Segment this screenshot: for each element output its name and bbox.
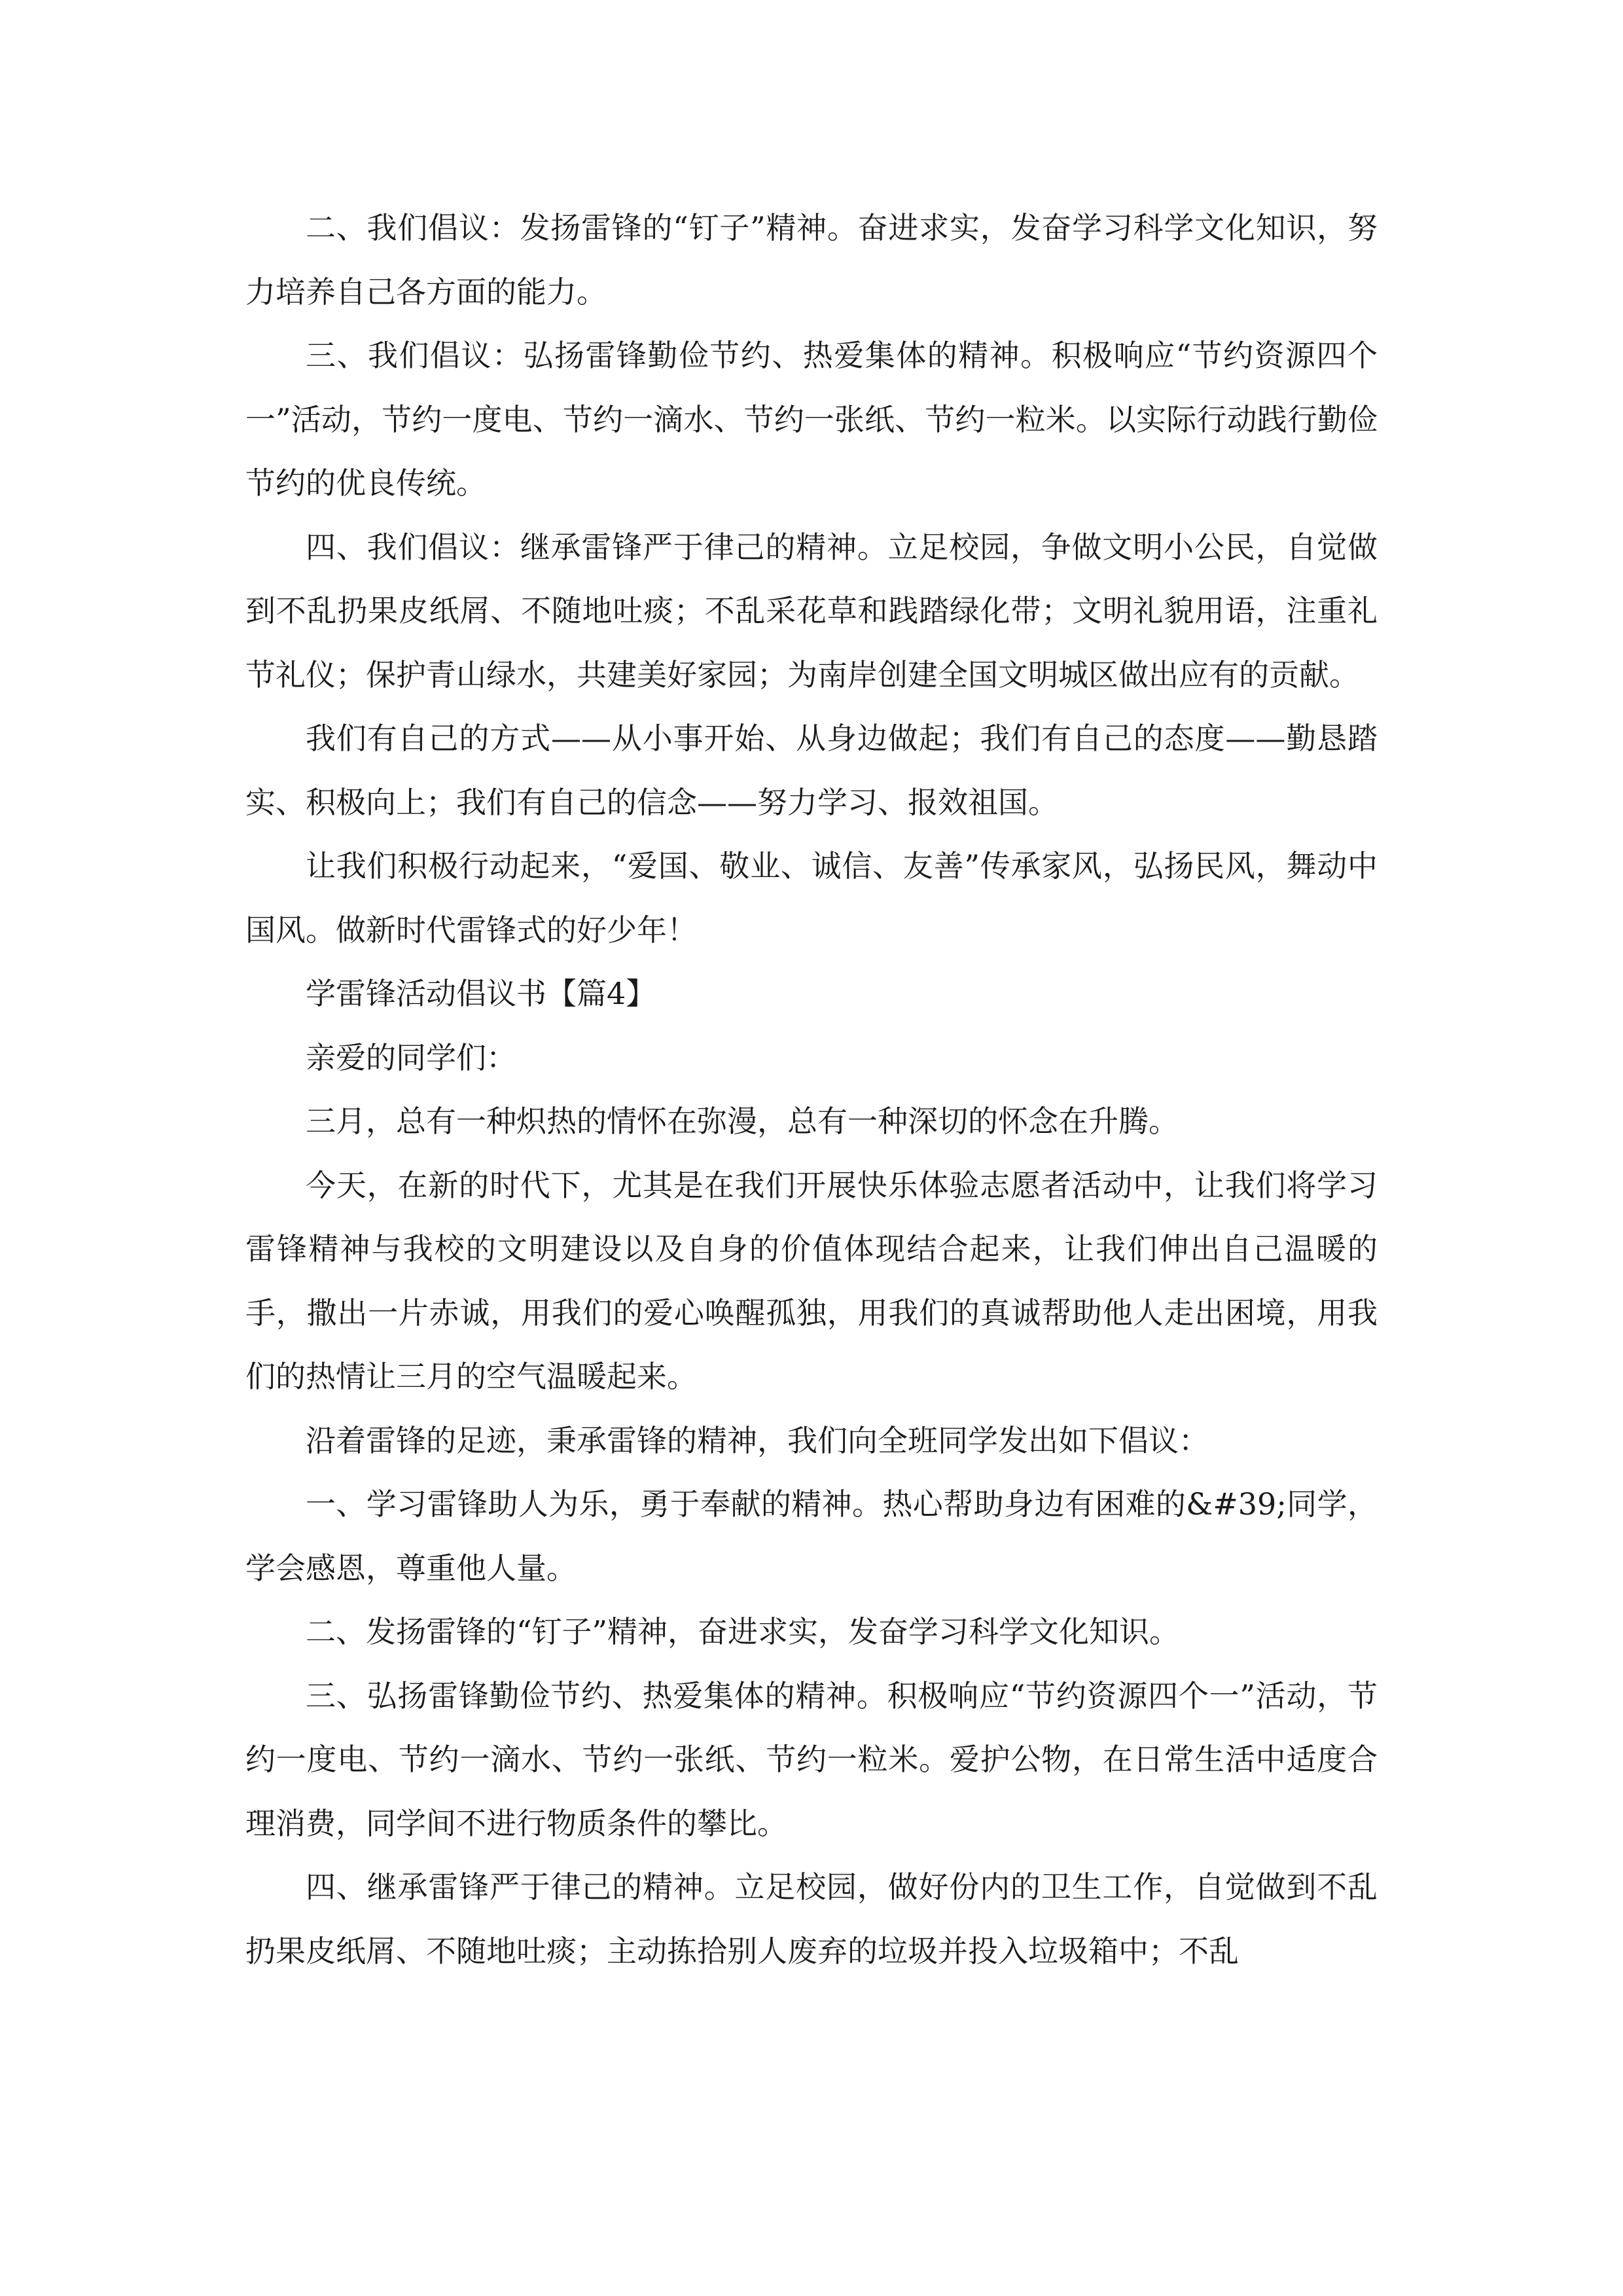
paragraph-proposal-3: 三、我们倡议：弘扬雷锋勤俭节约、热爱集体的精神。积极响应“节约资源四个一”活动，节约一度电、节约一滴水、节约一张纸、节约一粒米。以实际行动践行勤俭节约的优良传统。: [245, 338, 1378, 501]
salutation: 亲爱的同学们：: [306, 1039, 516, 1075]
paragraph-item-3: 三、弘扬雷锋勤俭节约、热爱集体的精神。积极响应“节约资源四个一”活动，节约一度电、节约一滴水、节约一张纸、节约一粒米。爱护公物，在日常生活中适度合理消费，同学间不进行物质条件的攀比。: [245, 1677, 1378, 1841]
paragraph-item-2: 二、发扬雷锋的“钉子”精神，奋进求实，发奋学习科学文化知识。: [306, 1614, 1180, 1649]
paragraph-proposal-2: 二、我们倡议：发扬雷锋的“钉子”精神。奋进求实，发奋学习科学文化知识，努力培养自己各方面的能力。: [245, 210, 1378, 310]
section-heading-part-4: 学雷锋活动倡议书【篇4】: [306, 976, 656, 1011]
paragraph-following-footsteps: 沿着雷锋的足迹，秉承雷锋的精神，我们向全班同学发出如下倡议：: [306, 1422, 1209, 1458]
paragraph-proposal-4: 四、我们倡议：继承雷锋严于律己的精神。立足校园，争做文明小公民，自觉做到不乱扔果皮纸屑、不随地吐痰；不乱采花草和践踏绿化带；文明礼貌用语，注重礼节礼仪；保护青山绿水，共建美好家园；为南岸创建全国文明城区做出应有的贡献。: [245, 529, 1378, 692]
paragraph-our-way: 我们有自己的方式——从小事开始、从身边做起；我们有自己的态度——勤恳踏实、积极向上；我们有自己的信念——努力学习、报效祖国。: [245, 721, 1378, 820]
paragraph-item-4: 四、继承雷锋严于律己的精神。立足校园，做好份内的卫生工作，自觉做到不乱扔果皮纸屑、不随地吐痰；主动拣拾别人废弃的垃圾并投入垃圾箱中；不乱: [245, 1869, 1378, 1969]
paragraph-march: 三月，总有一种炽热的情怀在弥漫，总有一种深切的怀念在升腾。: [306, 1103, 1179, 1139]
paragraph-item-1: 一、学习雷锋助人为乐，勇于奉献的精神。热心帮助身边有困难的&#39;同学，学会感恩，尊重他人量。: [245, 1486, 1378, 1586]
paragraph-today: 今天，在新的时代下，尤其是在我们开展快乐体验志愿者活动中，让我们将学习雷锋精神与我校的文明建设以及自身的价值体现结合起来，让我们伸出自己温暖的手，撒出一片赤诚，用我们的爱心唤醒孤独，用我们的真诚帮助他人走出困境，用我们的热情让三月的空气温暖起来。: [245, 1167, 1378, 1394]
paragraph-call-to-action: 让我们积极行动起来，“爱国、敬业、诚信、友善”传承家风，弘扬民风，舞动中国风。做新时代雷锋式的好少年！: [245, 848, 1378, 948]
document-body: [245, 196, 1378, 1983]
